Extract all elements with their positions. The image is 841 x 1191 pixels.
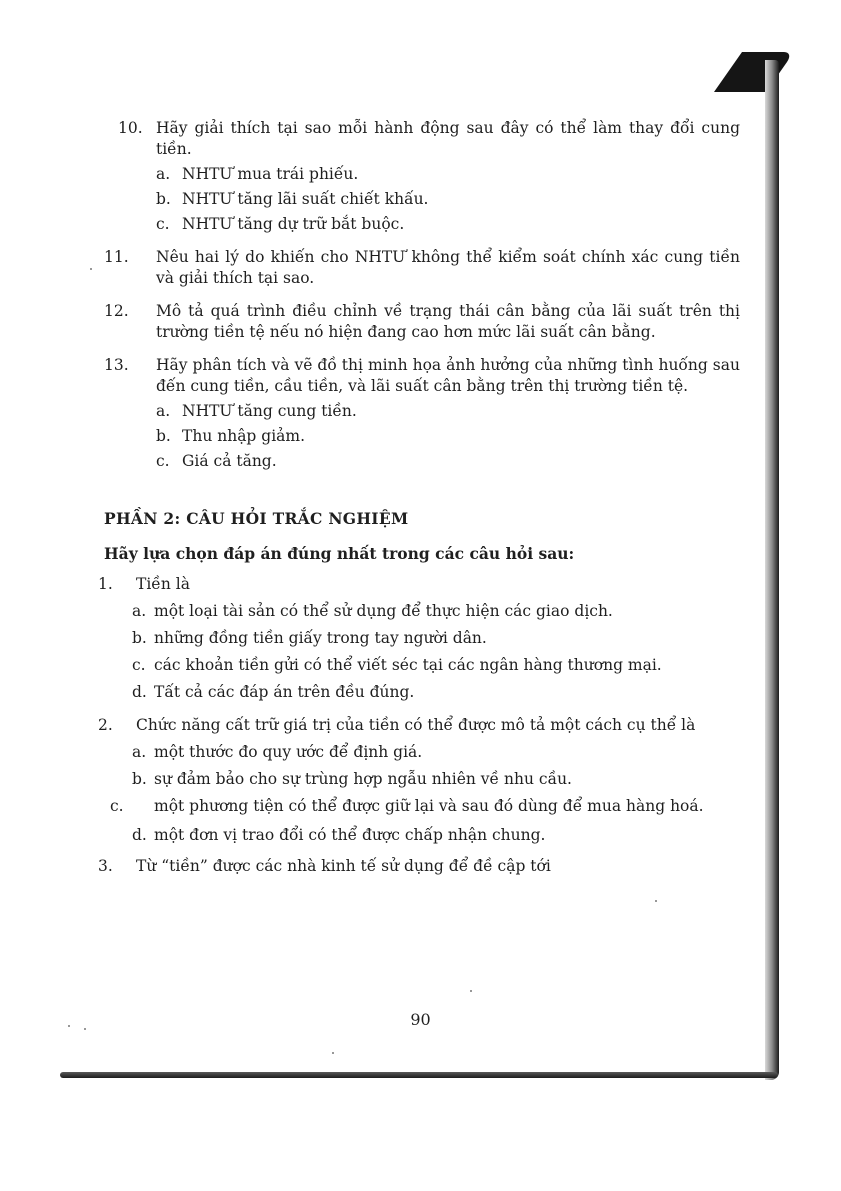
- option-a: [132, 601, 740, 622]
- mc-question-3: [100, 856, 740, 877]
- option-b: [132, 628, 740, 649]
- page-bottom-edge: [60, 1072, 778, 1078]
- mc-question-1: [100, 574, 740, 703]
- scan-speck: [332, 1052, 334, 1054]
- question-number: 13.: [104, 356, 129, 374]
- scan-speck: [68, 1025, 70, 1027]
- option-text: những đồng tiền giấy trong tay người dân.: [154, 629, 487, 647]
- option-text: một đơn vị trao đổi có thể được chấp nhận chung.: [154, 826, 546, 844]
- option-a: [132, 742, 740, 763]
- option-letter: b.: [132, 770, 147, 788]
- option-a: [156, 401, 740, 422]
- mc-question-2: [100, 715, 740, 846]
- option-c: [132, 655, 740, 676]
- option-letter: a.: [132, 602, 147, 620]
- section-title: PHẦN 2: CÂU HỎI TRẮC NGHIỆM: [104, 509, 409, 528]
- option-a: [156, 164, 740, 185]
- option-text: NHTƯ tăng lãi suất chiết khấu.: [182, 190, 429, 208]
- page-content: [100, 118, 740, 883]
- scan-speck: [655, 900, 657, 902]
- option-text: các khoản tiền gửi có thể viết séc tại các ngân hàng thương mại.: [154, 656, 662, 674]
- option-b: [156, 189, 740, 210]
- option-text: Tất cả các đáp án trên đều đúng.: [154, 683, 415, 701]
- section-instruction: Hãy lựa chọn đáp án đúng nhất trong các câu hỏi sau:: [104, 544, 575, 563]
- question-number: 12.: [104, 302, 129, 320]
- page-number: 90: [410, 1010, 431, 1029]
- question-number: 2.: [98, 716, 113, 734]
- option-letter: d.: [132, 826, 147, 844]
- option-text: NHTƯ mua trái phiếu.: [182, 165, 359, 183]
- option-c: [156, 214, 740, 235]
- option-letter: c.: [132, 656, 146, 674]
- question-text: Mô tả quá trình điều chỉnh về trạng thái cân bằng của lãi suất trên thị trường tiền tệ nếu nó hiện đang cao hơn mức lãi suất cân bằng.: [156, 302, 740, 341]
- option-letter: b.: [156, 190, 171, 208]
- question-text: Tiền là: [136, 575, 190, 593]
- option-letter: d.: [132, 683, 147, 701]
- option-c: [156, 451, 740, 472]
- question-text: Nêu hai lý do khiến cho NHTƯ không thể kiểm soát chính xác cung tiền và giải thích tại sao.: [156, 248, 740, 287]
- option-d: [132, 682, 740, 703]
- option-text: NHTƯ tăng cung tiền.: [182, 402, 357, 420]
- option-letter: b.: [132, 629, 147, 647]
- question-text: Hãy giải thích tại sao mỗi hành động sau đây có thể làm thay đổi cung tiền.: [156, 119, 740, 158]
- question-number: 1.: [98, 575, 113, 593]
- binding-edge: [765, 60, 779, 1080]
- option-letter: c.: [110, 797, 124, 815]
- option-letter: b.: [156, 427, 171, 445]
- option-b: [156, 426, 740, 447]
- question-text: Chức năng cất trữ giá trị của tiền có thể được mô tả một cách cụ thể là: [136, 716, 696, 734]
- option-letter: a.: [132, 743, 147, 761]
- question-13: [100, 355, 740, 472]
- option-text: Giá cả tăng.: [182, 452, 277, 470]
- option-c: [110, 796, 740, 817]
- question-text: Hãy phân tích và vẽ đồ thị minh họa ảnh hưởng của những tình huống sau đến cung tiền, cầu tiền, và lãi suất cân bằng trên thị trường tiền tệ.: [156, 356, 740, 395]
- scan-speck: [470, 990, 472, 992]
- option-text: NHTƯ tăng dự trữ bắt buộc.: [182, 215, 405, 233]
- question-text: Từ “tiền” được các nhà kinh tế sử dụng để đề cập tới: [136, 857, 551, 875]
- question-number: 3.: [98, 857, 113, 875]
- option-text: một thước đo quy ước để định giá.: [154, 743, 423, 761]
- option-d: [132, 825, 740, 846]
- option-text: một loại tài sản có thể sử dụng để thực hiện các giao dịch.: [154, 602, 613, 620]
- scan-speck: [90, 268, 92, 270]
- question-number: 10.: [118, 119, 143, 137]
- question-10: [100, 118, 740, 235]
- scan-speck: [84, 1028, 86, 1030]
- option-letter: c.: [156, 452, 170, 470]
- question-12: [100, 301, 740, 343]
- option-b: [132, 769, 740, 790]
- option-text: sự đảm bảo cho sự trùng hợp ngẫu nhiên về nhu cầu.: [154, 770, 572, 788]
- option-letter: a.: [156, 165, 171, 183]
- option-letter: c.: [156, 215, 170, 233]
- question-11: [100, 247, 740, 289]
- question-number: 11.: [104, 248, 129, 266]
- option-letter: a.: [156, 402, 171, 420]
- multiple-choice-list: [100, 574, 740, 877]
- binding-shadow-top: [714, 52, 794, 92]
- option-text: một phương tiện có thể được giữ lại và sau đó dùng để mua hàng hoá.: [154, 797, 704, 815]
- option-text: Thu nhập giảm.: [182, 427, 306, 445]
